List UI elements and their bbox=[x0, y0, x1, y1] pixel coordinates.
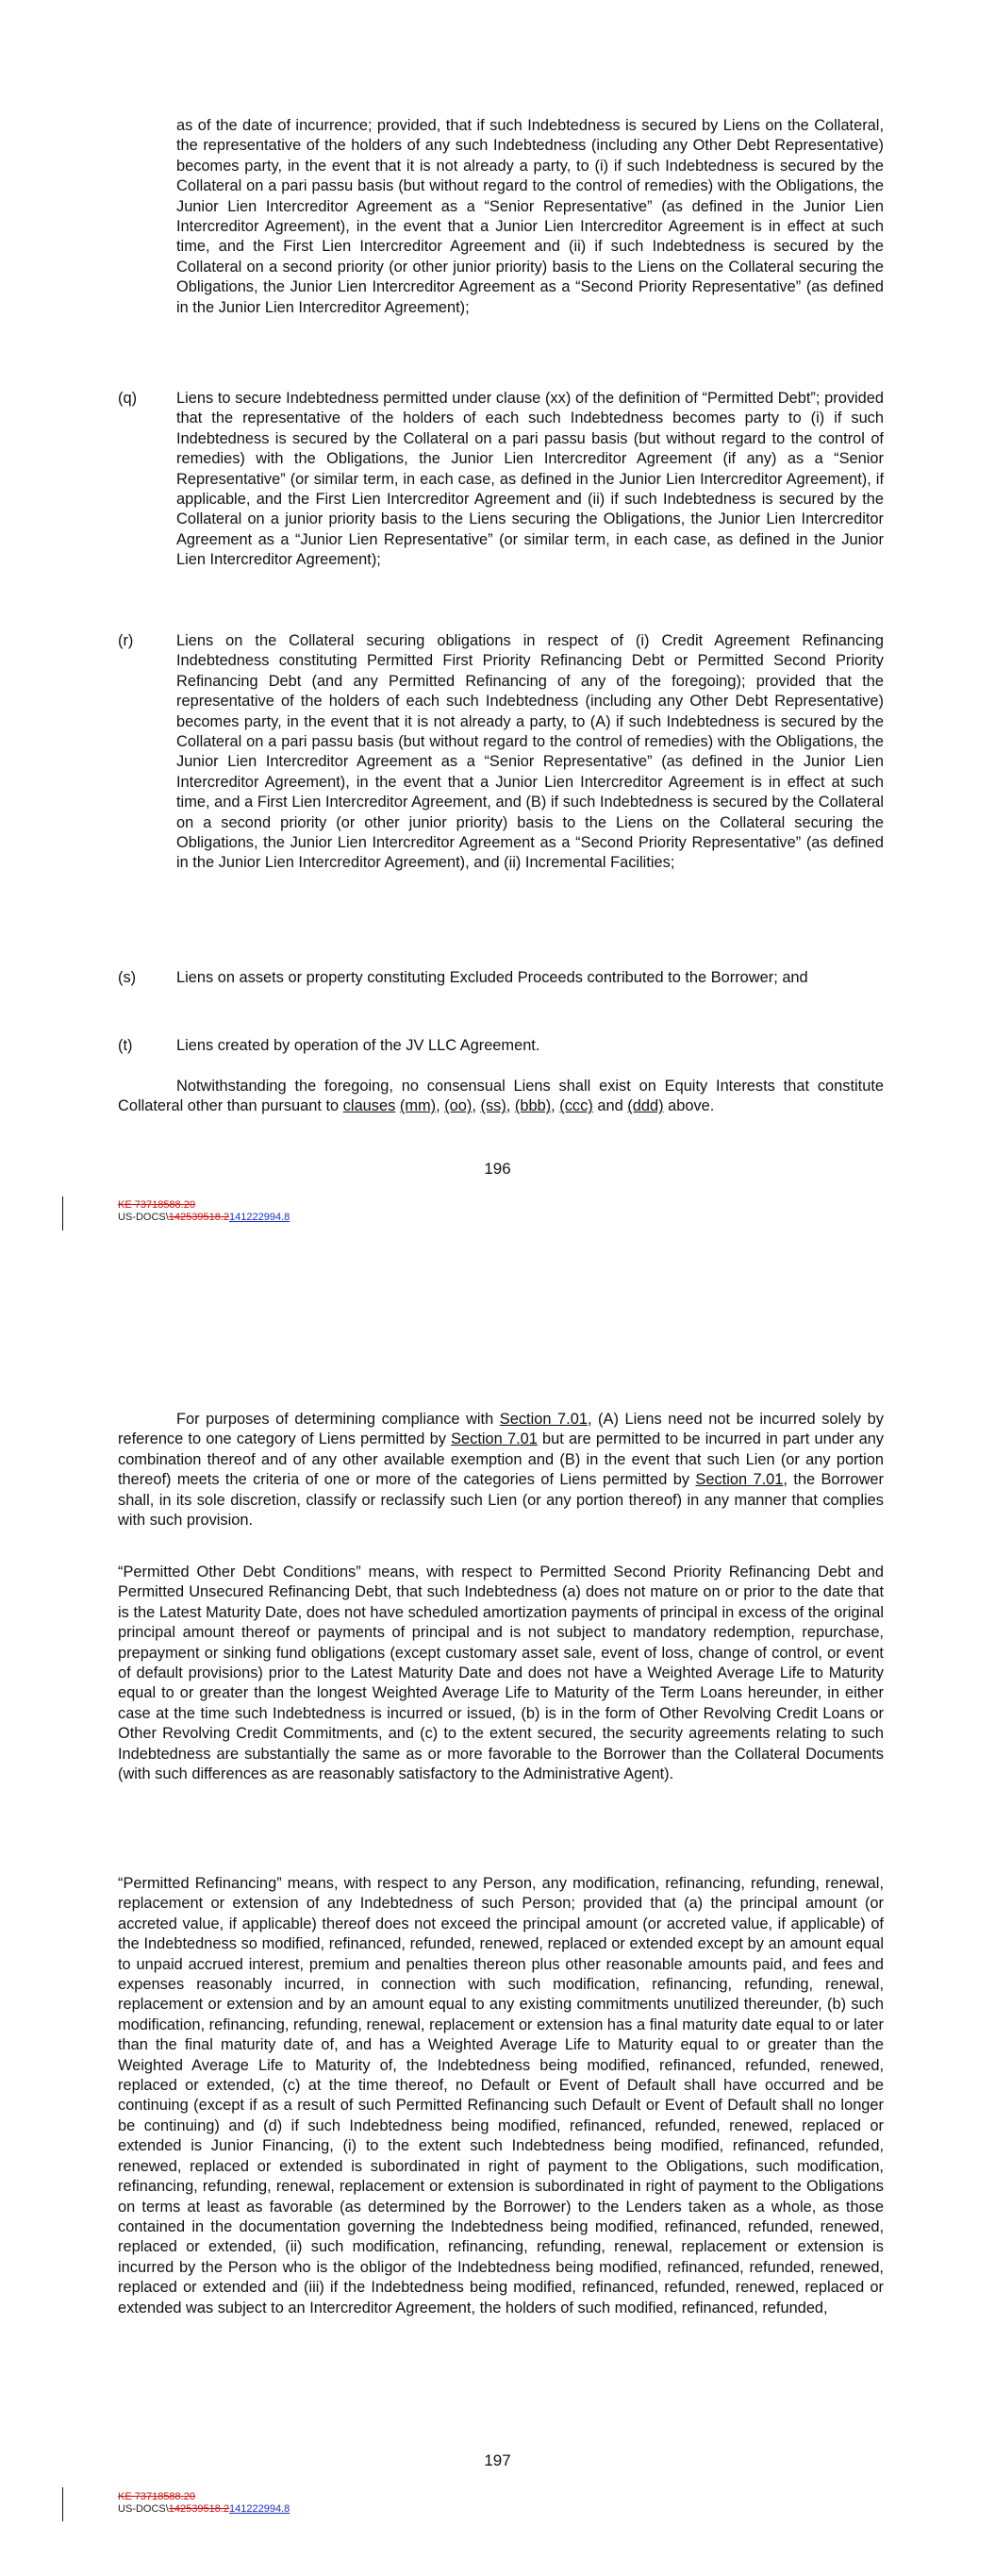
section-7-01-link[interactable]: Section 7.01 bbox=[451, 1430, 538, 1448]
clause-r-text: Liens on the Collateral securing obligations in respect of (i) Credit Agreement Refinancing Indebtedness constituting Permitted First Priority Refinancing Debt or Permitted Second Priority Refinancing Debt (and any Permitted Refinancing of any of the foregoing); provided that the representative of the holders of each such Indebtedness (including any Other Debt Representative) becomes party, in the event that it is not already a party, to (A) if such Indebtedness is secured by the Collateral on a pari passu basis (but without regard to the control of remedies) with the Obligations, the Junior Lien Intercreditor Agreement as a “Senior Representative” (as defined in the Junior Lien Intercreditor Agreement), in the event that a Junior Lien Intercreditor Agreement is in effect at such time, and a First Lien Intercreditor Agreement, and (B) if such Indebtedness is secured by the Collateral on a second priority (or other junior priority) basis to the Liens on the Collateral securing the Obligations, the Junior Lien Intercreditor Agreement as a “Second Priority Representative” (as defined in the Junior Lien Intercreditor Agreement), and (ii) Incremental Facilities; bbox=[176, 632, 884, 872]
clause-ref-mm[interactable]: (mm) bbox=[399, 1097, 437, 1115]
clause-q-text: Liens to secure Indebtedness permitted under clause (xx) of the definition of “Permitted Debt”; provided that the representative of the holders of each such Indebtedness becomes party to (i) if such Indebtedness is secured by the Collateral on a pari passu basis (but without regard to the control of remedies) with the Obligations, the Junior Lien Intercreditor Agreement (if any) as a “Senior Representative” (or similar term, in each case, as defined in the Junior Lien Intercreditor Agreement), if applicable, and the First Lien Intercreditor Agreement and (ii) if such Indebtedness is secured by the Collateral on a junior priority basis to the Liens securing the Obligations, the Junior Lien Intercreditor Agreement as a “Junior Lien Representative” (or similar term, in each case, as defined in the Junior Lien Intercreditor Agreement); bbox=[176, 390, 884, 569]
section-7-01-link[interactable]: Section 7.01 bbox=[499, 1411, 588, 1428]
change-bar bbox=[62, 2487, 63, 2521]
document-footer: KE 73718588.20 US-DOCS\142539518.2141222994.8 bbox=[118, 2491, 290, 2515]
permitted-refinancing-definition: “Permitted Refinancing” means, with respect to any Person, any modification, refinancing, refunding, renewal, replacement or extension of any Indebtedness of such Person; provided that (a) the principal amount (or accreted value, if applicable) thereof does not exceed the principal amount (or accreted value, if applicable) of the Indebtedness so modified, refinanced, refunded, renewed, replaced or extended except by an amount equal to unpaid accrued interest, premium and penalties thereon plus other reasonable amounts paid, and fees and expenses reasonably incurred, in connection with such modification, refinancing, refunding, renewal, replacement or extension and by an amount equal to any existing commitments unutilized thereunder, (b) such modification, refinancing, refunding, renewal, replacement or extension has a final maturity date equal to or later than the final maturity date of, and has a Weighted Average Life to Maturity equal to or greater than the Weighted Average Life to Maturity of, the Indebtedness being modified, refinanced, refunded, renewed, replaced or extended, (c) at the time thereof, no Default or Event of Default shall have occurred and be continuing (except if as a result of such Permitted Refinancing such Default or Event of Default shall no longer be continuing) and (d) if such Indebtedness being modified, refinanced, refunded, renewed, replaced or extended is Junior Financing, (i) to the extent such Indebtedness being modified, refinanced, refunded, renewed, replaced or extended is subordinated in right of payment to the Obligations, such modification, refinancing, refunding, renewal, replacement or extension is subordinated in right of payment to the Obligations on terms at least as favorable (as determined by the Borrower) to the Lenders taken as a whole, as those contained in the documentation governing the Indebtedness being modified, refinanced, refunded, renewed, replaced or extended, (ii) such modification, refinancing, refunding, renewal, replacement or extension is incurred by the Person who is the obligor of the Indebtedness being modified, refinanced, refunded, renewed, replaced or extended and (iii) if the Indebtedness being modified, refinanced, refunded, renewed, replaced or extended was subject to an Intercreditor Agreement, the holders of such modified, refinanced, refunded, bbox=[118, 1875, 884, 2317]
clause-marker-t: (t) bbox=[118, 1037, 133, 1054]
clause-ref-ss[interactable]: (ss) bbox=[480, 1097, 506, 1115]
change-bar bbox=[62, 1196, 63, 1230]
clause-t-text: Liens created by operation of the JV LLC Agreement. bbox=[176, 1037, 540, 1054]
clause-ref-bbb[interactable]: (bbb) bbox=[514, 1097, 552, 1115]
clause-ref-ccc[interactable]: (ccc) bbox=[559, 1097, 593, 1115]
compliance-paragraph: For purposes of determining compliance with Section 7.01, (A) Liens need not be incurred solely by reference to one category of Liens permitted by Section 7.01 but are permitted to be incurred in part under any combination thereof and of any other available exemption and (B) in the event that such Lien (or any portion thereof) meets the criteria of one or more of the categories of Liens permitted by Section 7.01, the Borrower shall, in its sole discretion, classify or reclassify such Lien (or any portion thereof) in any manner that complies with such provision. bbox=[118, 1411, 885, 1530]
page-number: 197 bbox=[484, 2451, 511, 2469]
carryover-paragraph: as of the date of incurrence; provided, that if such Indebtedness is secured by Liens on the Collateral, the representative of the holders of any such Indebtedness (including any Other Debt Representative) becomes party, in the event that it is not already a party, to (i) if such Indebtedness is secured by the Collateral on a pari passu basis (but without regard to the control of remedies) with the Obligations, the Junior Lien Intercreditor Agreement as a “Senior Representative” (as defined in the Junior Lien Intercreditor Agreement), in the event that a Junior Lien Intercreditor Agreement is in effect at such time, and the First Lien Intercreditor Agreement and (ii) if such Indebtedness is secured by the Collateral on a second priority (or other junior priority) basis to the Liens on the Collateral securing the Obligations, the Junior Lien Intercreditor Agreement as a “Second Priority Representative” (as defined in the Junior Lien Intercreditor Agreement); bbox=[176, 117, 884, 316]
notwithstanding-paragraph: Notwithstanding the foregoing, no consensual Liens shall exist on Equity Interests that constitute Collateral other than pursuant to clauses (mm), (oo), (ss), (bbb), (ccc) and (ddd) above. bbox=[118, 1078, 884, 1115]
clause-ref-ddd[interactable]: (ddd) bbox=[627, 1097, 664, 1115]
clause-marker-r: (r) bbox=[118, 632, 134, 649]
clause-marker-s: (s) bbox=[118, 969, 137, 986]
clause-marker-q: (q) bbox=[118, 390, 138, 407]
clause-s-text: Liens on assets or property constituting Excluded Proceeds contributed to the Borrower; and bbox=[176, 969, 808, 986]
clause-ref-oo[interactable]: (oo) bbox=[444, 1097, 473, 1115]
permitted-other-debt-definition: “Permitted Other Debt Conditions” means, with respect to Permitted Second Priority Refinancing Debt and Permitted Unsecured Refinancing Debt, that such Indebtedness (a) does not mature on or prior to the date that is the Latest Maturity Date, does not have scheduled amortization payments of principal in excess of the original principal amount thereof or payments of principal and is not subject to mandatory redemption, repurchase, prepayment or sinking fund obligations (except customary asset sale, event of loss, change of control, or event of default provisions) prior to the Latest Maturity Date and does not have a Weighted Average Life to Maturity equal to or greater than the longest Weighted Average Life to Maturity of the Term Loans hereunder, in either case at the time such Indebtedness is incurred or issued, (b) is in the form of Other Revolving Credit Loans or Other Revolving Credit Commitments, and (c) to the extent secured, the security agreements relating to such Indebtedness are substantially the same as or more favorable to the Borrower than the Collateral Documents (with such differences as are reasonably satisfactory to the Administrative Agent). bbox=[118, 1564, 884, 1783]
page-number: 196 bbox=[484, 1160, 511, 1178]
section-7-01-link[interactable]: Section 7.01 bbox=[695, 1471, 784, 1489]
document-footer: KE 73718588.20 US-DOCS\142539518.2141222994.8 bbox=[118, 1199, 290, 1223]
